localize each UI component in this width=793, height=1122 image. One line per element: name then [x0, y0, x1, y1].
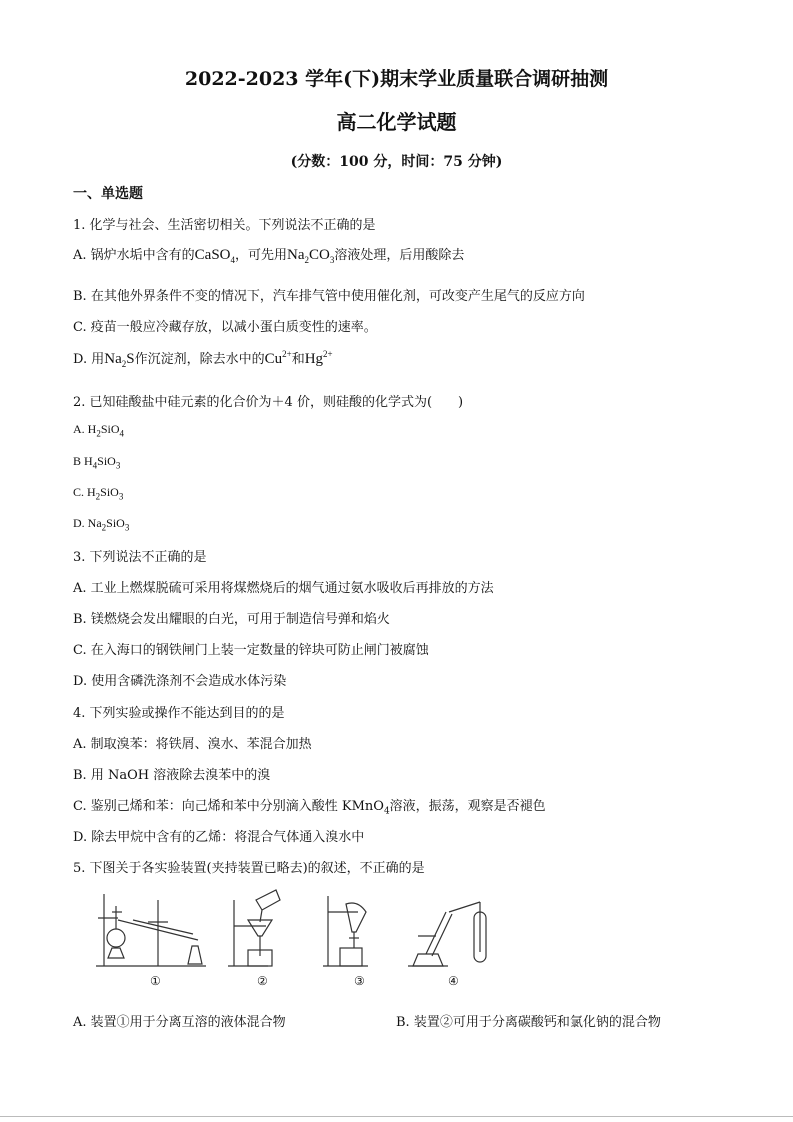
q3-option-b: B. 镁燃烧会发出耀眼的白光，可用于制造信号弹和焰火 — [73, 612, 390, 627]
formula-na2co3: $Na_2CO_3$ — [287, 247, 335, 265]
q2-option-c: C. $H_2SiO_3$ — [73, 485, 124, 502]
q3-option-a: A. 工业上燃煤脱硫可采用将煤燃烧后的烟气通过氨水吸收后再排放的方法 — [73, 581, 494, 596]
apparatus-label-3: ③ — [354, 974, 365, 988]
lab-apparatus-figure — [88, 882, 508, 972]
ion-cu: $Cu^{2+}$ — [264, 349, 292, 367]
formula-caso4: CaSO$_4$ — [194, 247, 235, 265]
q2-option-b: B $H_4SiO_3$ — [73, 454, 121, 471]
formula-na2s: $Na_2S$ — [104, 351, 135, 369]
q4-option-c: C. 鉴别己烯和苯：向己烯和苯中分别滴入酸性 KMnO$_4$溶液，振荡，观察是否褪色 — [73, 799, 546, 817]
q3-option-c: C. 在入海口的钢铁闸门上装一定数量的锌块可防止闸门被腐蚀 — [73, 643, 429, 658]
q5-option-b: B. 装置②可用于分离碳酸钙和氯化钠的混合物 — [396, 1015, 661, 1030]
q1-option-c: C. 疫苗一般应冷藏存放，以减小蛋白质变性的速率。 — [73, 320, 377, 335]
q1-stem: 1. 化学与社会、生活密切相关。下列说法不正确的是 — [73, 218, 376, 233]
exam-info: (分数：100 分，时间：75 分钟) — [290, 154, 503, 170]
page-bottom-rule — [0, 1116, 793, 1117]
ion-hg: $Hg^{2+}$ — [304, 349, 333, 367]
exam-title: 2022-2023 学年(下)期末学业质量联合调研抽测 — [184, 68, 609, 90]
q4-option-b: B. 用 NaOH 溶液除去溴苯中的溴 — [73, 768, 271, 783]
q1-d-pre: D. 用 — [73, 352, 105, 367]
q2-stem: 2. 已知硅酸盐中硅元素的化合价为＋4 价，则硅酸的化学式为( ) — [73, 395, 464, 410]
q4-stem: 4. 下列实验或操作不能达到目的的是 — [73, 706, 285, 721]
exam-subject: 高二化学试题 — [336, 110, 457, 134]
q4-option-a: A. 制取溴苯：将铁屑、溴水、苯混合加热 — [73, 737, 312, 752]
q3-stem: 3. 下列说法不正确的是 — [73, 550, 207, 565]
q5-stem: 5. 下图关于各实验装置(夹持装置已略去)的叙述，不正确的是 — [73, 861, 425, 876]
distillation-apparatus-icon — [96, 894, 206, 966]
q5-option-a: A. 装置①用于分离互溶的液体混合物 — [73, 1015, 286, 1030]
q1-d-and: 和 — [291, 352, 305, 367]
q1-option-d — [73, 348, 333, 368]
section-title: 一、单选题 — [73, 186, 143, 202]
q1-a-post: 溶液处理，后用酸除去 — [334, 248, 465, 263]
q1-a-mid: ，可先用 — [235, 248, 288, 263]
filtration-apparatus-icon — [228, 890, 280, 966]
apparatus-label-4: ④ — [448, 974, 459, 988]
gas-collection-apparatus-icon — [408, 902, 486, 966]
apparatus-label-2: ② — [257, 974, 268, 988]
apparatus-label-1: ① — [150, 974, 161, 988]
q4-option-d: D. 除去甲烷中含有的乙烯：将混合气体通入溴水中 — [73, 830, 365, 845]
q2-option-d: D. $Na_2SiO_3$ — [73, 516, 130, 533]
q1-d-mid: 作沉淀剂，除去水中的 — [134, 352, 265, 367]
q1-a-pre: A. 锅炉水垢中含有的 — [73, 248, 195, 263]
q3-option-d: D. 使用含磷洗涤剂不会造成水体污染 — [73, 674, 287, 689]
q1-option-b: B. 在其他外界条件不变的情况下，汽车排气管中使用催化剂，可改变产生尾气的反应方向 — [73, 289, 585, 304]
q2-option-a: A. $H_2SiO_4$ — [73, 422, 125, 439]
q1-option-a — [73, 244, 464, 264]
separatory-funnel-icon — [323, 896, 368, 966]
